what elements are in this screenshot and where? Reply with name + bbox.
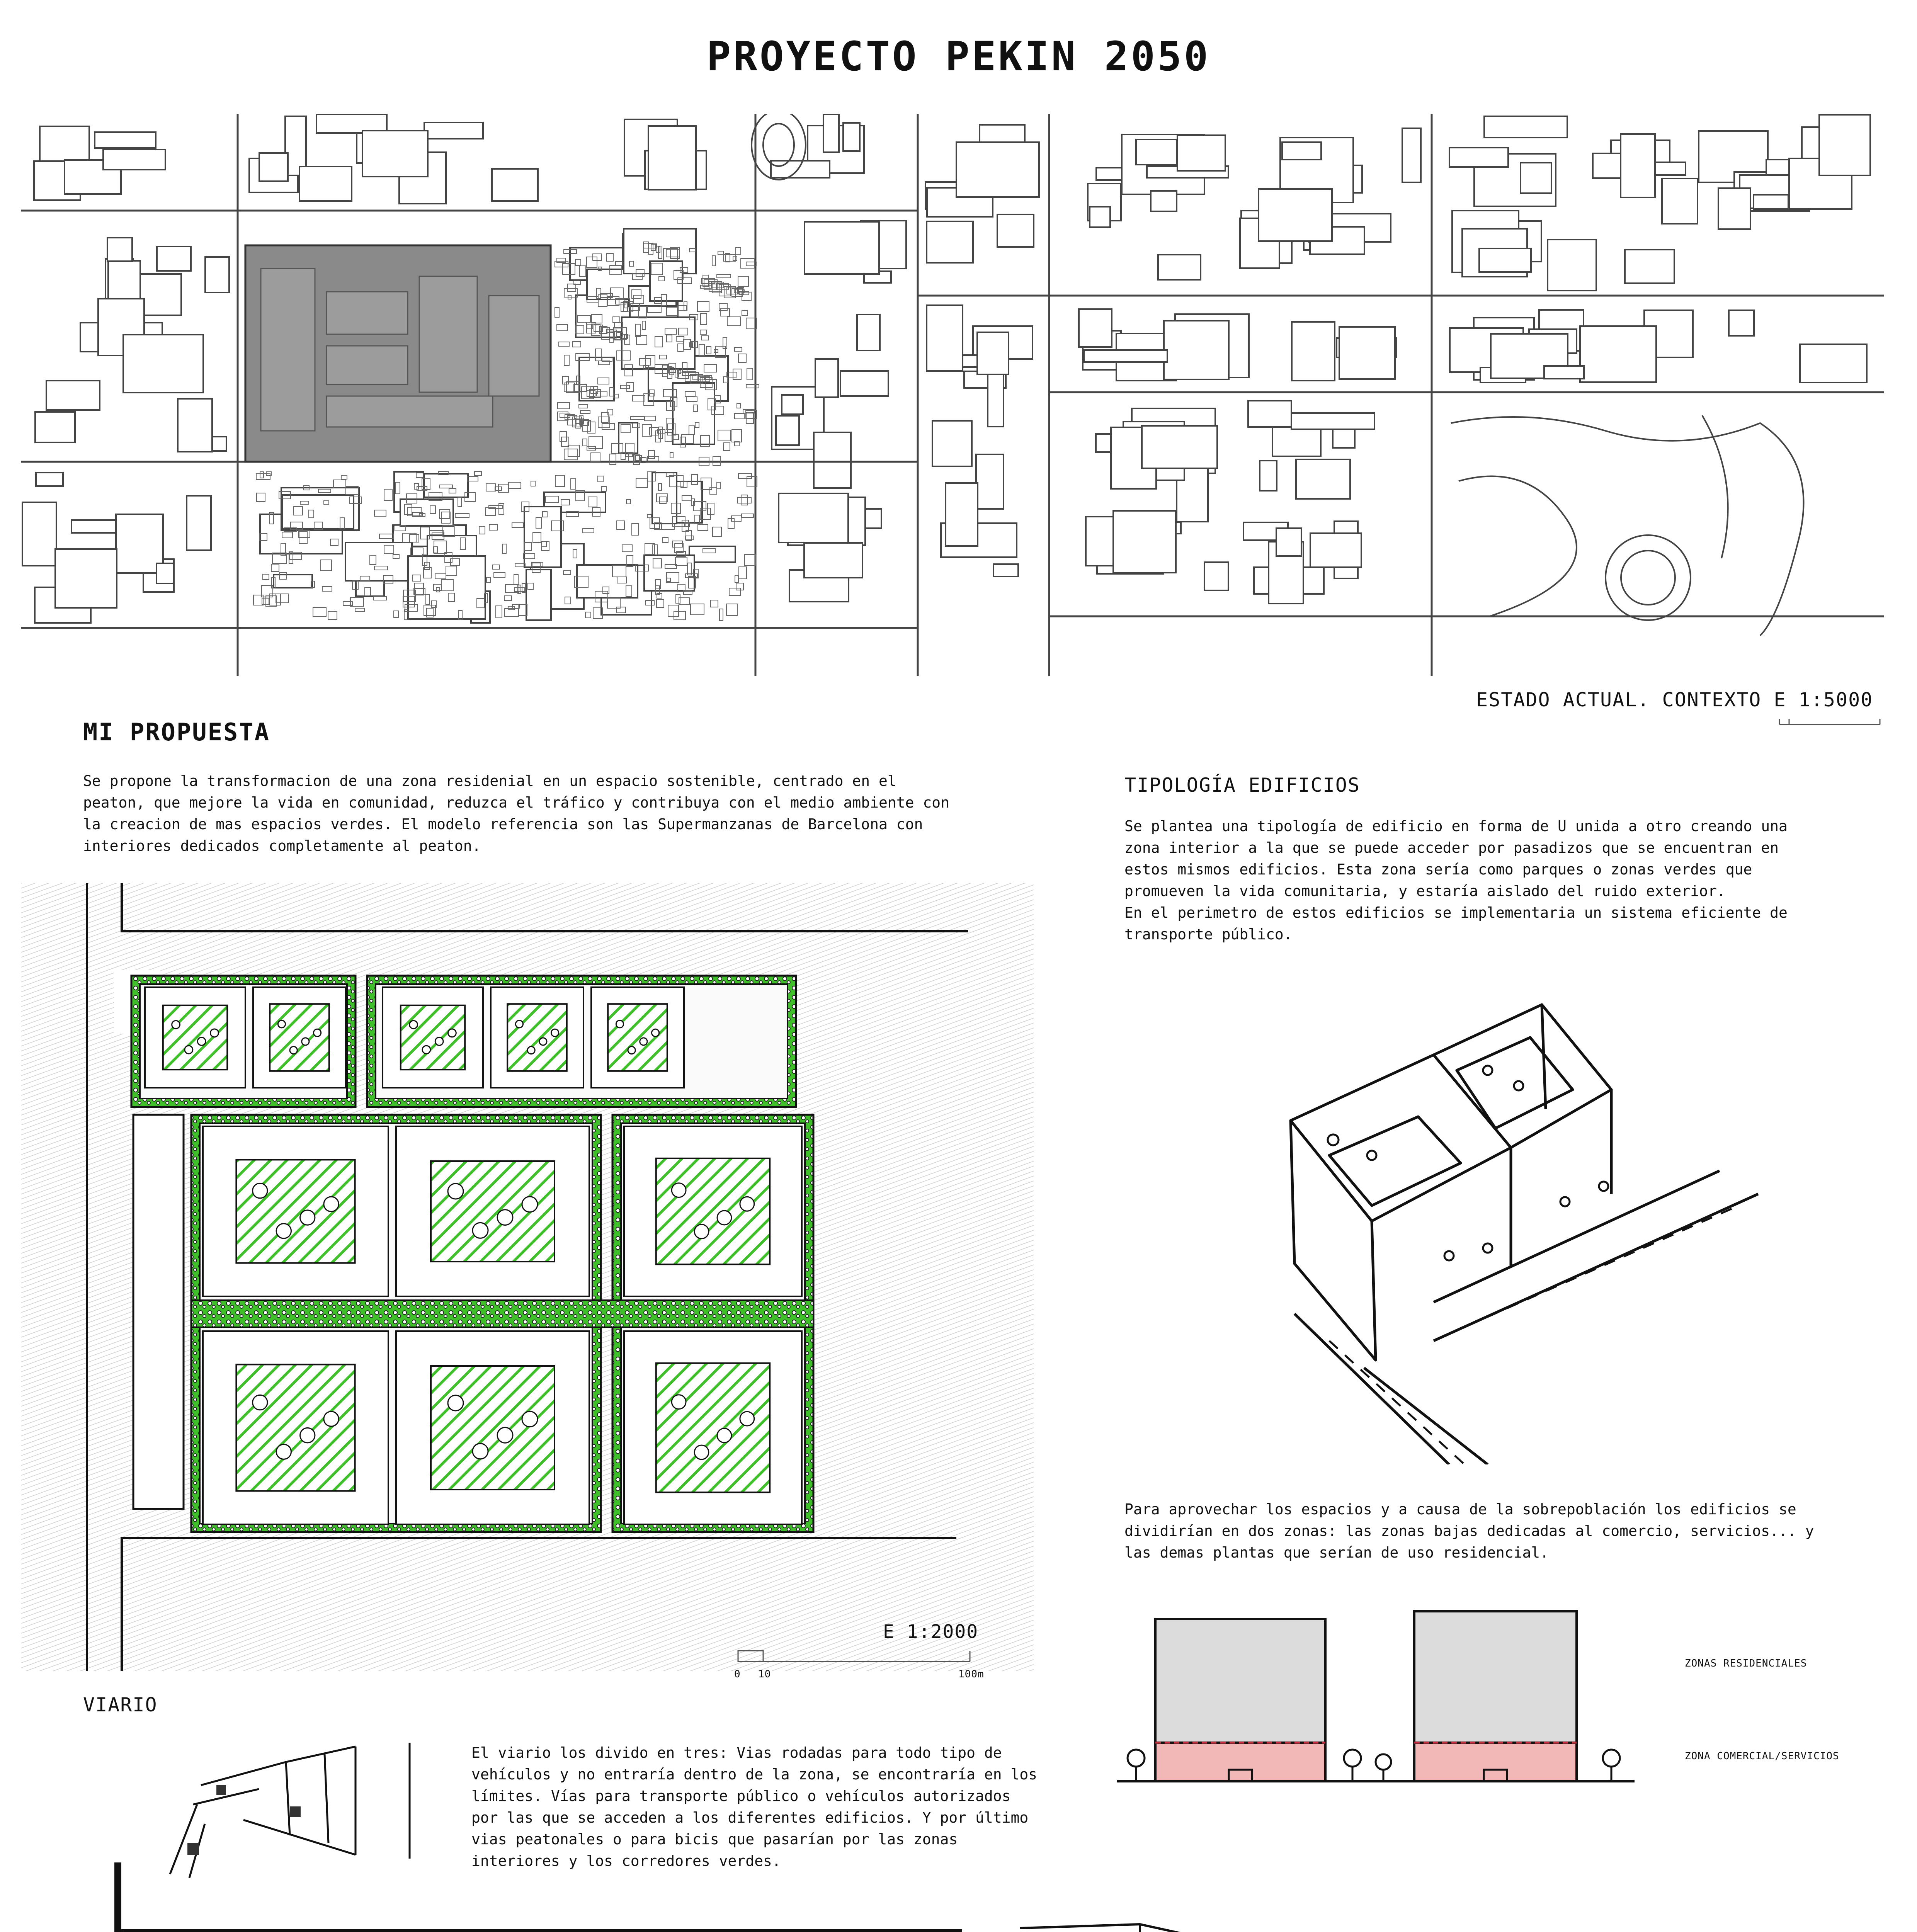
proposal-scale-tick-10: 10 [758,1668,771,1680]
street-perspective-right [1012,1917,1669,1932]
proposal-scale-label: E 1:2000 [883,1621,979,1643]
building-axonometric [1217,954,1778,1464]
context-map-caption: ESTADO ACTUAL. CONTEXTO E 1:5000 [1476,689,1873,711]
viario-grid [112,1862,962,1932]
proposal-text: Se propone la transformacion de una zona residenial en un espacio sostenible, centrado en el peaton, que mejore la vida en comunidad, reduzca el tráfico y contribuya con el medio ambiente con la creacion de mas espacios verdes. El modelo referencia son las Supermanzanas de Barcelona con interiores dedicados completamente al peaton. [83,772,950,854]
proposal-scale-tick-100: 100m [958,1668,984,1680]
proposal-heading: MI PROPUESTA [83,718,270,746]
edificios-heading: TIPOLOGÍA EDIFICIOS [1124,774,1360,796]
superblock-plan [21,883,1034,1671]
viario-sketch-small [162,1727,471,1882]
zone-comercial-label: ZONA COMERCIAL/SERVICIOS [1685,1750,1839,1762]
context-map [21,114,1884,676]
edificios-text: Se plantea una tipología de edificio en forma de U unida a otro creando una zona interior a la que se puede acceder por pasadizos que se encuentran en estos mismos edificios. Esta zona sería como parques o zonas verdes que promueven la vida comunitaria, y estaría aislado del ruido exterior. En el perimetro de estos edificios se implementaria un sistema eficiente de transporte público. [1124,818,1788,943]
zone-residencial-label: ZONAS RESIDENCIALES [1685,1658,1807,1669]
building-section [1113,1604,1654,1797]
edificios-zones-text: Para aprovechar los espacios y a causa de la sobrepoblación los edificios se dividirían en dos zonas: las zonas bajas dedicadas al comercio, servicios... y las demas plantas que serían de uso residencial. [1124,1501,1814,1561]
viario-heading: VIARIO [83,1694,158,1716]
proposal-scale-tick-0: 0 [734,1668,741,1680]
proposal-scale-bar [734,1646,974,1669]
context-scale-bar [1778,715,1882,730]
viario-text: El viario los divido en tres: Vias rodadas para todo tipo de vehículos y no entraría dentro de la zona, se encontraría en los límites. Vías para transporte público o vehículos autorizados por las que se acceden a los diferentes edificios. Y por último vias peatonales o para bicis que pasarían por las zonas interiores y los corredores verdes. [471,1744,1038,1869]
page-title: PROYECTO PEKIN 2050 [706,33,1211,80]
